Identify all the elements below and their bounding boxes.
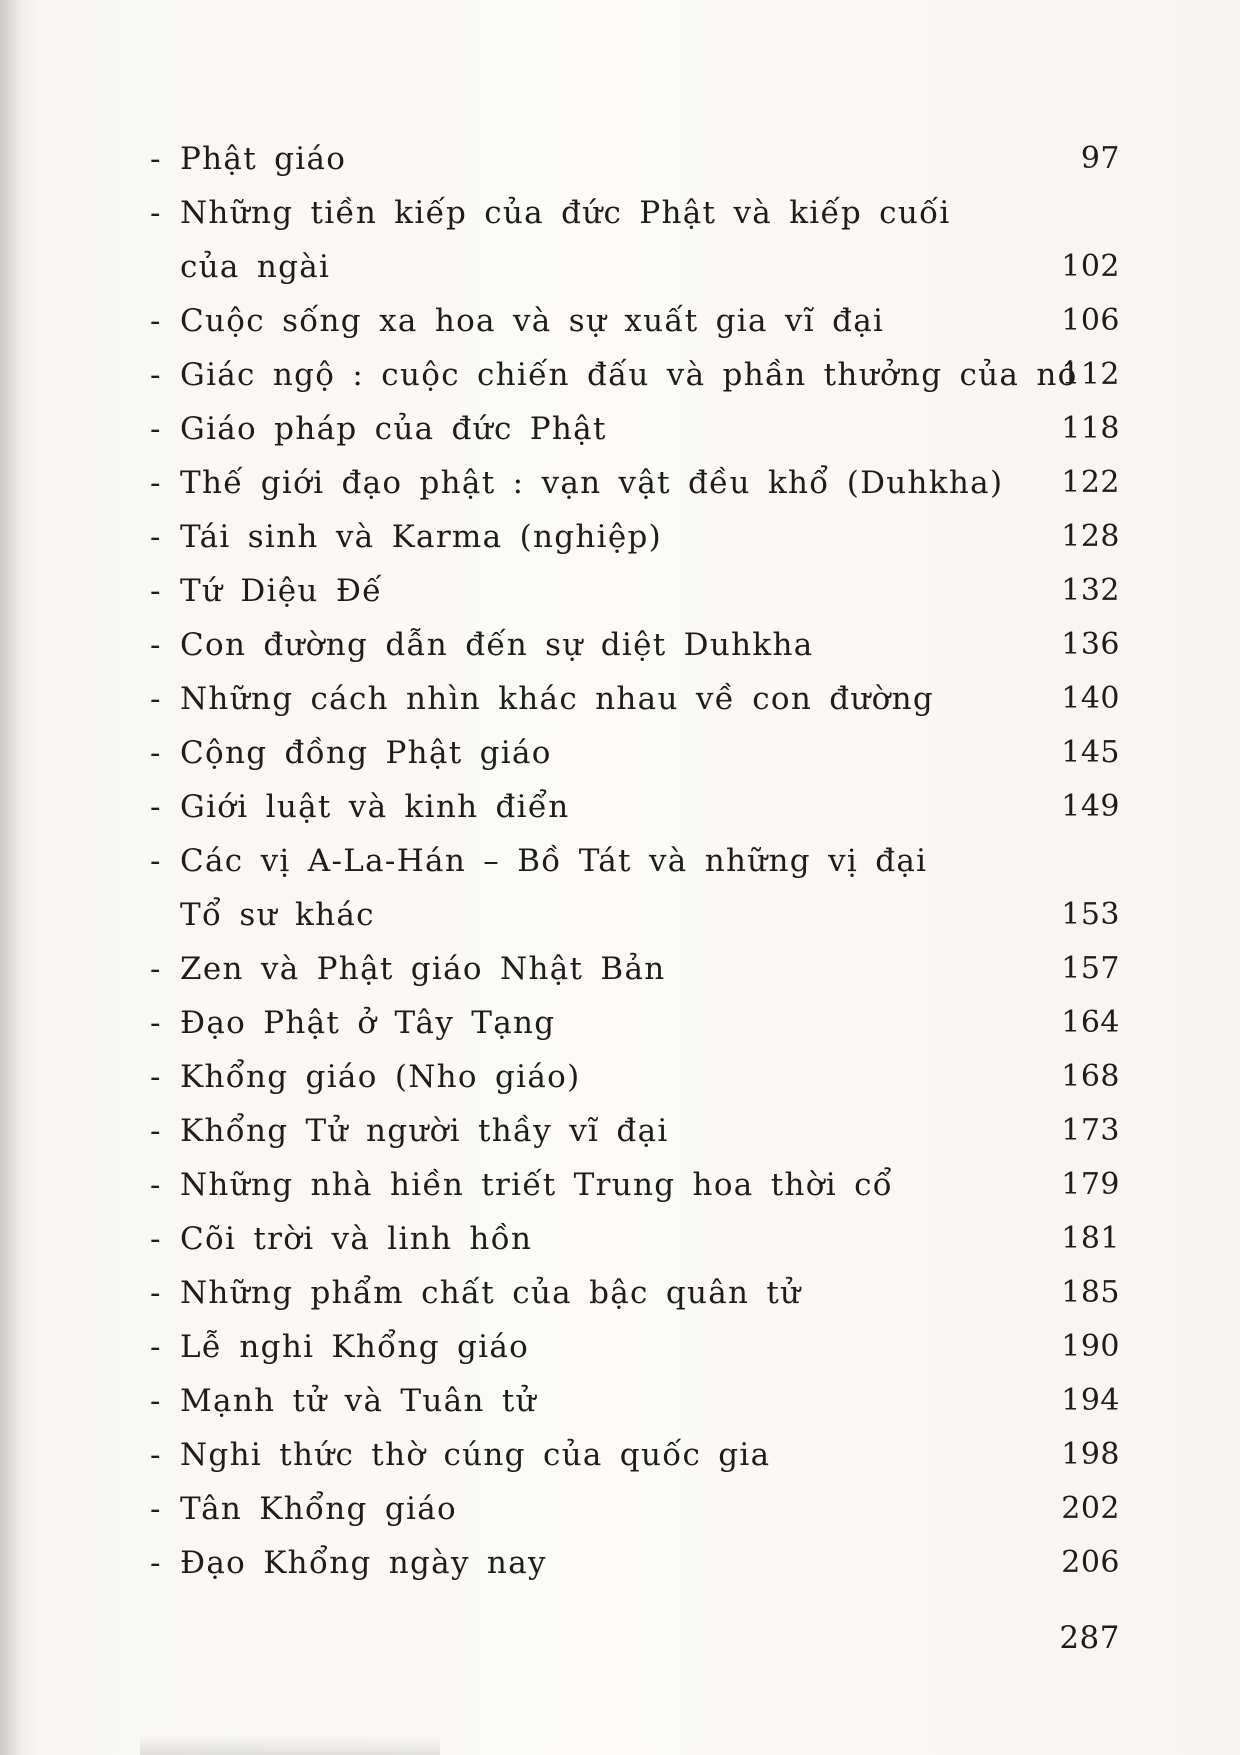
entry-page-number: 194 — [1061, 1383, 1120, 1418]
toc-entry — [150, 1158, 1120, 1212]
entry-page-number: 173 — [1061, 1113, 1120, 1148]
entry-title: Cõi trời và linh hồn — [180, 1221, 533, 1257]
toc-entry — [150, 1266, 1120, 1320]
entry-page-number: 202 — [1061, 1491, 1120, 1526]
toc-entry — [150, 1104, 1120, 1158]
entry-dash: - — [150, 1491, 162, 1527]
entry-title: Những nhà hiền triết Trung hoa thời cổ — [180, 1167, 894, 1203]
entry-dash: - — [150, 195, 162, 231]
entry-dash: - — [150, 519, 162, 555]
toc-entry — [150, 510, 1120, 564]
toc-entry — [150, 1212, 1120, 1266]
entry-page-number: 181 — [1061, 1221, 1120, 1256]
entry-dash: - — [150, 1113, 162, 1149]
entry-title: Lễ nghi Khổng giáo — [180, 1329, 530, 1365]
entry-dash: - — [150, 465, 162, 501]
entry-page-number: 128 — [1061, 519, 1120, 554]
entry-dash: - — [150, 1221, 162, 1257]
entry-dash: - — [150, 573, 162, 609]
entry-dash: - — [150, 951, 162, 987]
entry-title: Cuộc sống xa hoa và sự xuất gia vĩ đại — [180, 303, 885, 339]
entry-title: Đạo Khổng ngày nay — [180, 1545, 547, 1581]
toc-entry — [150, 1428, 1120, 1482]
page-folio: 287 — [1059, 1620, 1120, 1656]
entry-dash: - — [150, 1383, 162, 1419]
toc-entry — [150, 1482, 1120, 1536]
entry-title: Cộng đồng Phật giáo — [180, 735, 552, 771]
toc-entry — [150, 456, 1120, 510]
entry-page-number: 132 — [1061, 573, 1120, 608]
entry-dash: - — [150, 1059, 162, 1095]
entry-title: Đạo Phật ở Tây Tạng — [180, 1005, 556, 1041]
entry-page-number: 136 — [1061, 627, 1120, 662]
toc-entry — [150, 726, 1120, 780]
toc-entry — [150, 672, 1120, 726]
toc-entry — [150, 132, 1120, 186]
entry-page-number: 164 — [1061, 1005, 1120, 1040]
entry-dash: - — [150, 303, 162, 339]
toc-entry — [150, 402, 1120, 456]
entry-page-number: 149 — [1061, 789, 1120, 824]
toc-entry — [150, 780, 1120, 834]
entry-page-number: 112 — [1061, 357, 1120, 392]
toc-entry — [150, 834, 1120, 942]
entry-title: Giới luật và kinh điển — [180, 789, 570, 825]
entry-title: Con đường dẫn đến sự diệt Duhkha — [180, 627, 814, 663]
entry-page-number: 185 — [1061, 1275, 1120, 1310]
entry-dash: - — [150, 843, 162, 879]
entry-dash: - — [150, 357, 162, 393]
entry-dash: - — [150, 1545, 162, 1581]
toc-entry — [150, 1320, 1120, 1374]
entry-title: Các vị A-La-Hán – Bồ Tát và những vị đại — [180, 843, 928, 879]
entry-page-number: 190 — [1061, 1329, 1120, 1364]
entry-dash: - — [150, 1329, 162, 1365]
toc-entry — [150, 1536, 1120, 1590]
entry-title: Khổng giáo (Nho giáo) — [180, 1059, 581, 1095]
entry-title: Thế giới đạo phật : vạn vật đều khổ (Duhkha) — [180, 465, 1004, 501]
toc-entry — [150, 996, 1120, 1050]
toc-entry — [150, 294, 1120, 348]
entry-title: Tái sinh và Karma (nghiệp) — [180, 519, 663, 555]
toc-entry — [150, 1050, 1120, 1104]
entry-page-number: 97 — [1080, 141, 1120, 176]
entry-dash: - — [150, 411, 162, 447]
toc-entry — [150, 942, 1120, 996]
entry-dash: - — [150, 141, 162, 177]
entry-title: Nghi thức thờ cúng của quốc gia — [180, 1437, 771, 1473]
entry-page-number: 198 — [1061, 1437, 1120, 1472]
entry-dash: - — [150, 627, 162, 663]
entry-page-number: 157 — [1061, 951, 1120, 986]
entry-title: Giác ngộ : cuộc chiến đấu và phần thưởng của nó — [180, 357, 1078, 393]
entry-dash: - — [150, 1167, 162, 1203]
entry-page-number: 153 — [1061, 897, 1120, 932]
toc-entry — [150, 618, 1120, 672]
entry-title: Giáo pháp của đức Phật — [180, 411, 607, 447]
entry-dash: - — [150, 789, 162, 825]
entry-title: Khổng Tử người thầy vĩ đại — [180, 1113, 669, 1149]
entry-page-number: 140 — [1061, 681, 1120, 716]
entry-title-continued: Tổ sư khác — [180, 897, 375, 933]
entry-title: Những tiền kiếp của đức Phật và kiếp cuối — [180, 195, 951, 231]
entry-page-number: 122 — [1061, 465, 1120, 500]
entry-page-number: 118 — [1061, 411, 1120, 446]
entry-title: Tứ Diệu Đế — [180, 573, 383, 609]
toc-entry — [150, 564, 1120, 618]
entry-title: Mạnh tử và Tuân tử — [180, 1383, 537, 1419]
entry-title: Những phẩm chất của bậc quân tử — [180, 1275, 802, 1311]
entry-title: Những cách nhìn khác nhau về con đường — [180, 681, 935, 717]
entry-page-number: 106 — [1061, 303, 1120, 338]
entry-title: Phật giáo — [180, 141, 347, 177]
entry-title-continued: của ngài — [180, 249, 331, 285]
entry-title: Tân Khổng giáo — [180, 1491, 457, 1527]
table-of-contents — [150, 132, 1120, 1590]
entry-dash: - — [150, 1437, 162, 1473]
bottom-shadow — [140, 1735, 440, 1755]
entry-dash: - — [150, 1275, 162, 1311]
entry-page-number: 168 — [1061, 1059, 1120, 1094]
entry-title: Zen và Phật giáo Nhật Bản — [180, 951, 666, 987]
toc-entry — [150, 1374, 1120, 1428]
entry-dash: - — [150, 735, 162, 771]
toc-entry — [150, 348, 1120, 402]
spine-shadow — [0, 0, 22, 1755]
entry-page-number: 102 — [1061, 249, 1120, 284]
entry-page-number: 145 — [1061, 735, 1120, 770]
entry-page-number: 179 — [1061, 1167, 1120, 1202]
toc-entry — [150, 186, 1120, 294]
entry-dash: - — [150, 1005, 162, 1041]
entry-page-number: 206 — [1061, 1545, 1120, 1580]
entry-dash: - — [150, 681, 162, 717]
